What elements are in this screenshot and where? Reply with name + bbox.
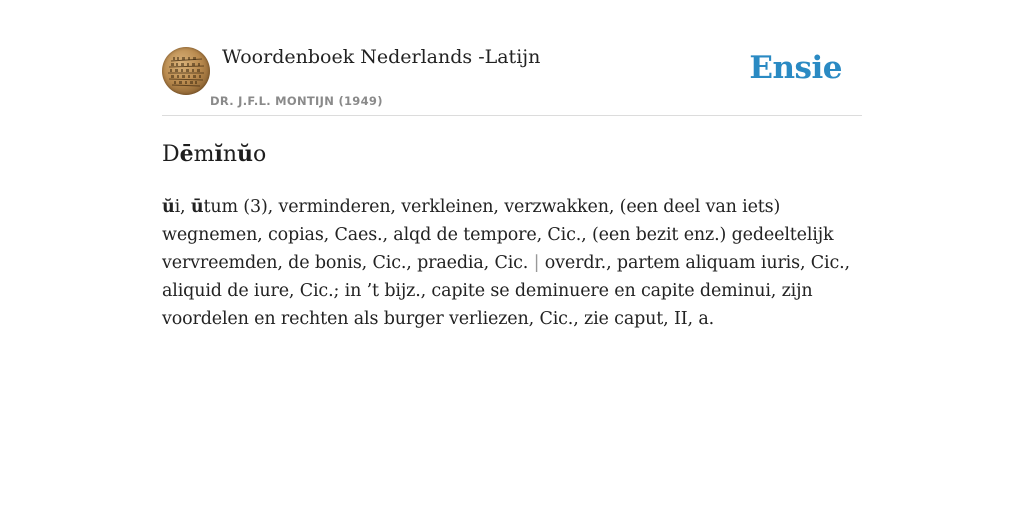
page xyxy=(162,0,862,333)
definition-part: tum (3), verminderen, verkleinen, verzwakken, (een deel van iets) wegnemen, copias, Caes., alqd de tempore, Cic., (een bezit enz.) gedeeltelijk vervreemden, de bonis, Cic., praedia, Cic. xyxy=(162,197,834,273)
headword-part: o xyxy=(253,142,267,167)
definition-part: i, xyxy=(174,197,191,217)
header xyxy=(162,0,862,116)
book-title[interactable]: Woordenboek Nederlands -Latijn xyxy=(222,46,541,68)
definition-text xyxy=(162,193,862,333)
definition-part: ŭ xyxy=(162,197,175,217)
headword-part: ē xyxy=(179,141,194,167)
headword xyxy=(162,141,862,167)
sense-separator: | xyxy=(533,253,540,273)
headword-part: m xyxy=(193,142,215,167)
headword-part: ŭ xyxy=(237,141,254,167)
headword-part: D xyxy=(162,142,180,167)
book-author: DR. J.F.L. MONTIJN (1949) xyxy=(210,94,383,108)
definition-part: ū xyxy=(190,197,204,217)
definition-part: overdr., partem aliquam iuris, Cic., aliquid de iure, Cic.; in ’t bijz., capite se deminuere en capite deminui, zijn voordelen en rechten als burger verliezen, Cic., zie caput, II, a. xyxy=(162,253,850,329)
headword-part: n xyxy=(222,142,238,167)
headword-part: ĭ xyxy=(214,141,223,167)
latin-inscription-coin-icon[interactable] xyxy=(162,47,210,95)
ensie-logo[interactable]: Ensie xyxy=(749,50,842,86)
